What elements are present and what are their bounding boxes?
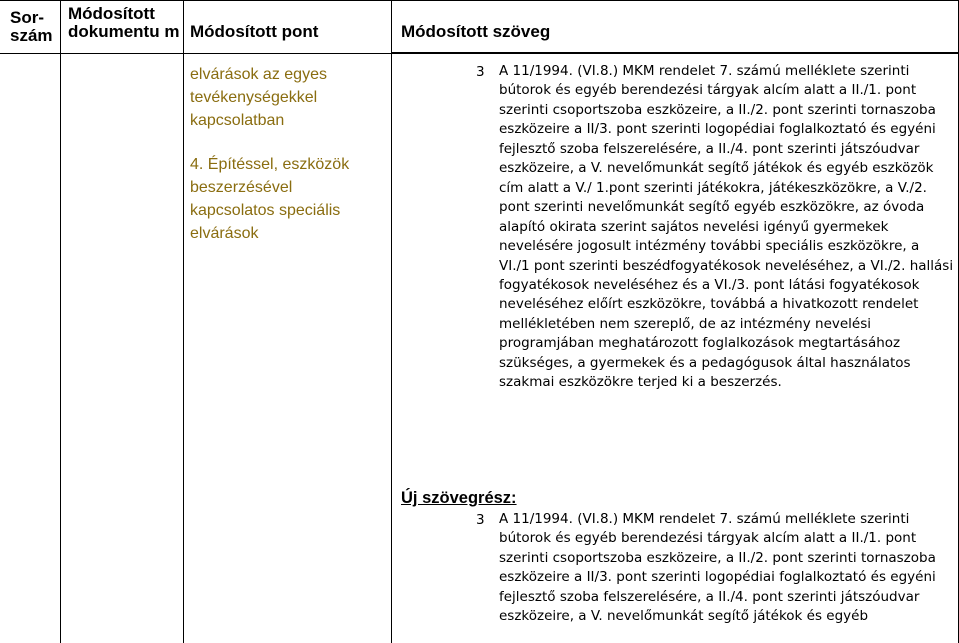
column-divider <box>60 0 61 643</box>
header-modositott-pont: Módosított pont <box>190 22 319 41</box>
new-section-heading: Új szövegrész: <box>401 489 517 507</box>
header-sorszam <box>10 9 58 45</box>
row-divider <box>391 52 959 53</box>
column-divider <box>183 0 184 643</box>
point-text-1: elvárások az egyes tevékenységekkel kapcsolatban <box>190 66 327 129</box>
modified-number: 3 <box>476 64 485 80</box>
header-sorszam-text: Sor- szám <box>10 8 53 45</box>
column-divider <box>391 0 392 643</box>
modified-text: A 11/1994. (VI.8.) MKM rendelet 7. számú melléklete szerinti bútorok és egyéb berendezési tárgyak alcím alatt a II./1. pont szerinti csoportszoba eszközeire, a II./2. pont szerinti tornaszoba eszközeire a II/3. pont szerinti logopédiai foglalkoztató és egyéni fejlesztő szoba felszerelésére, a II./4. pont szerinti játszóudvar eszközeire, a V. nevelőmunkát segítő játékok és egyéb eszközök cím alatt a V./ 1.pont szerinti játékokra, játékeszközökre, a V./2. pont szerinti nevelőmunkát segítő egyéb eszközökre, az óvoda alapító okirata szerint sajátos nevelési igényű gyermekek nevelésére jogosult intézmény további speciális eszközökre, a VI./1 pont szerinti beszédfogyatékosok neveléséhez, a VI./2. hallási fogyatékosok neveléséhez és a VI./3. pont látási fogyatékosok neveléséhez előírt eszközökre, továbbá a hivatkozott rendelet mellékletében nem szereplő, de az intézmény nevelési programjában meghatározott foglalkozások megtartásához szükséges, a gyermekek és a pedagógusok által használatos szakmai eszközökre terjed ki a beszerzés. <box>499 63 954 391</box>
new-text: A 11/1994. (VI.8.) MKM rendelet 7. számú melléklete szerinti bútorok és egyéb berendezési tárgyak alcím alatt a II./1. pont szerinti csoportszoba eszközeire, a II./2. pont szerinti tornaszoba eszközeire a II/3. pont szerinti logopédiai foglalkoztató és egyéni fejlesztő szoba felszerelésére, a II./4. pont szerinti játszóudvar eszközeire, a V. nevelőmunkát segítő játékok és egyéb <box>499 511 936 625</box>
new-number: 3 <box>476 512 485 528</box>
header-modositott-dokumentum: Módosított dokumentu m <box>68 4 180 41</box>
table-header <box>0 0 959 54</box>
point-text-2: 4. Építéssel, eszközök beszerzésével kapcsolatos speciális elvárások <box>190 156 350 242</box>
header-modositott-szoveg: Módosított szöveg <box>401 22 551 41</box>
